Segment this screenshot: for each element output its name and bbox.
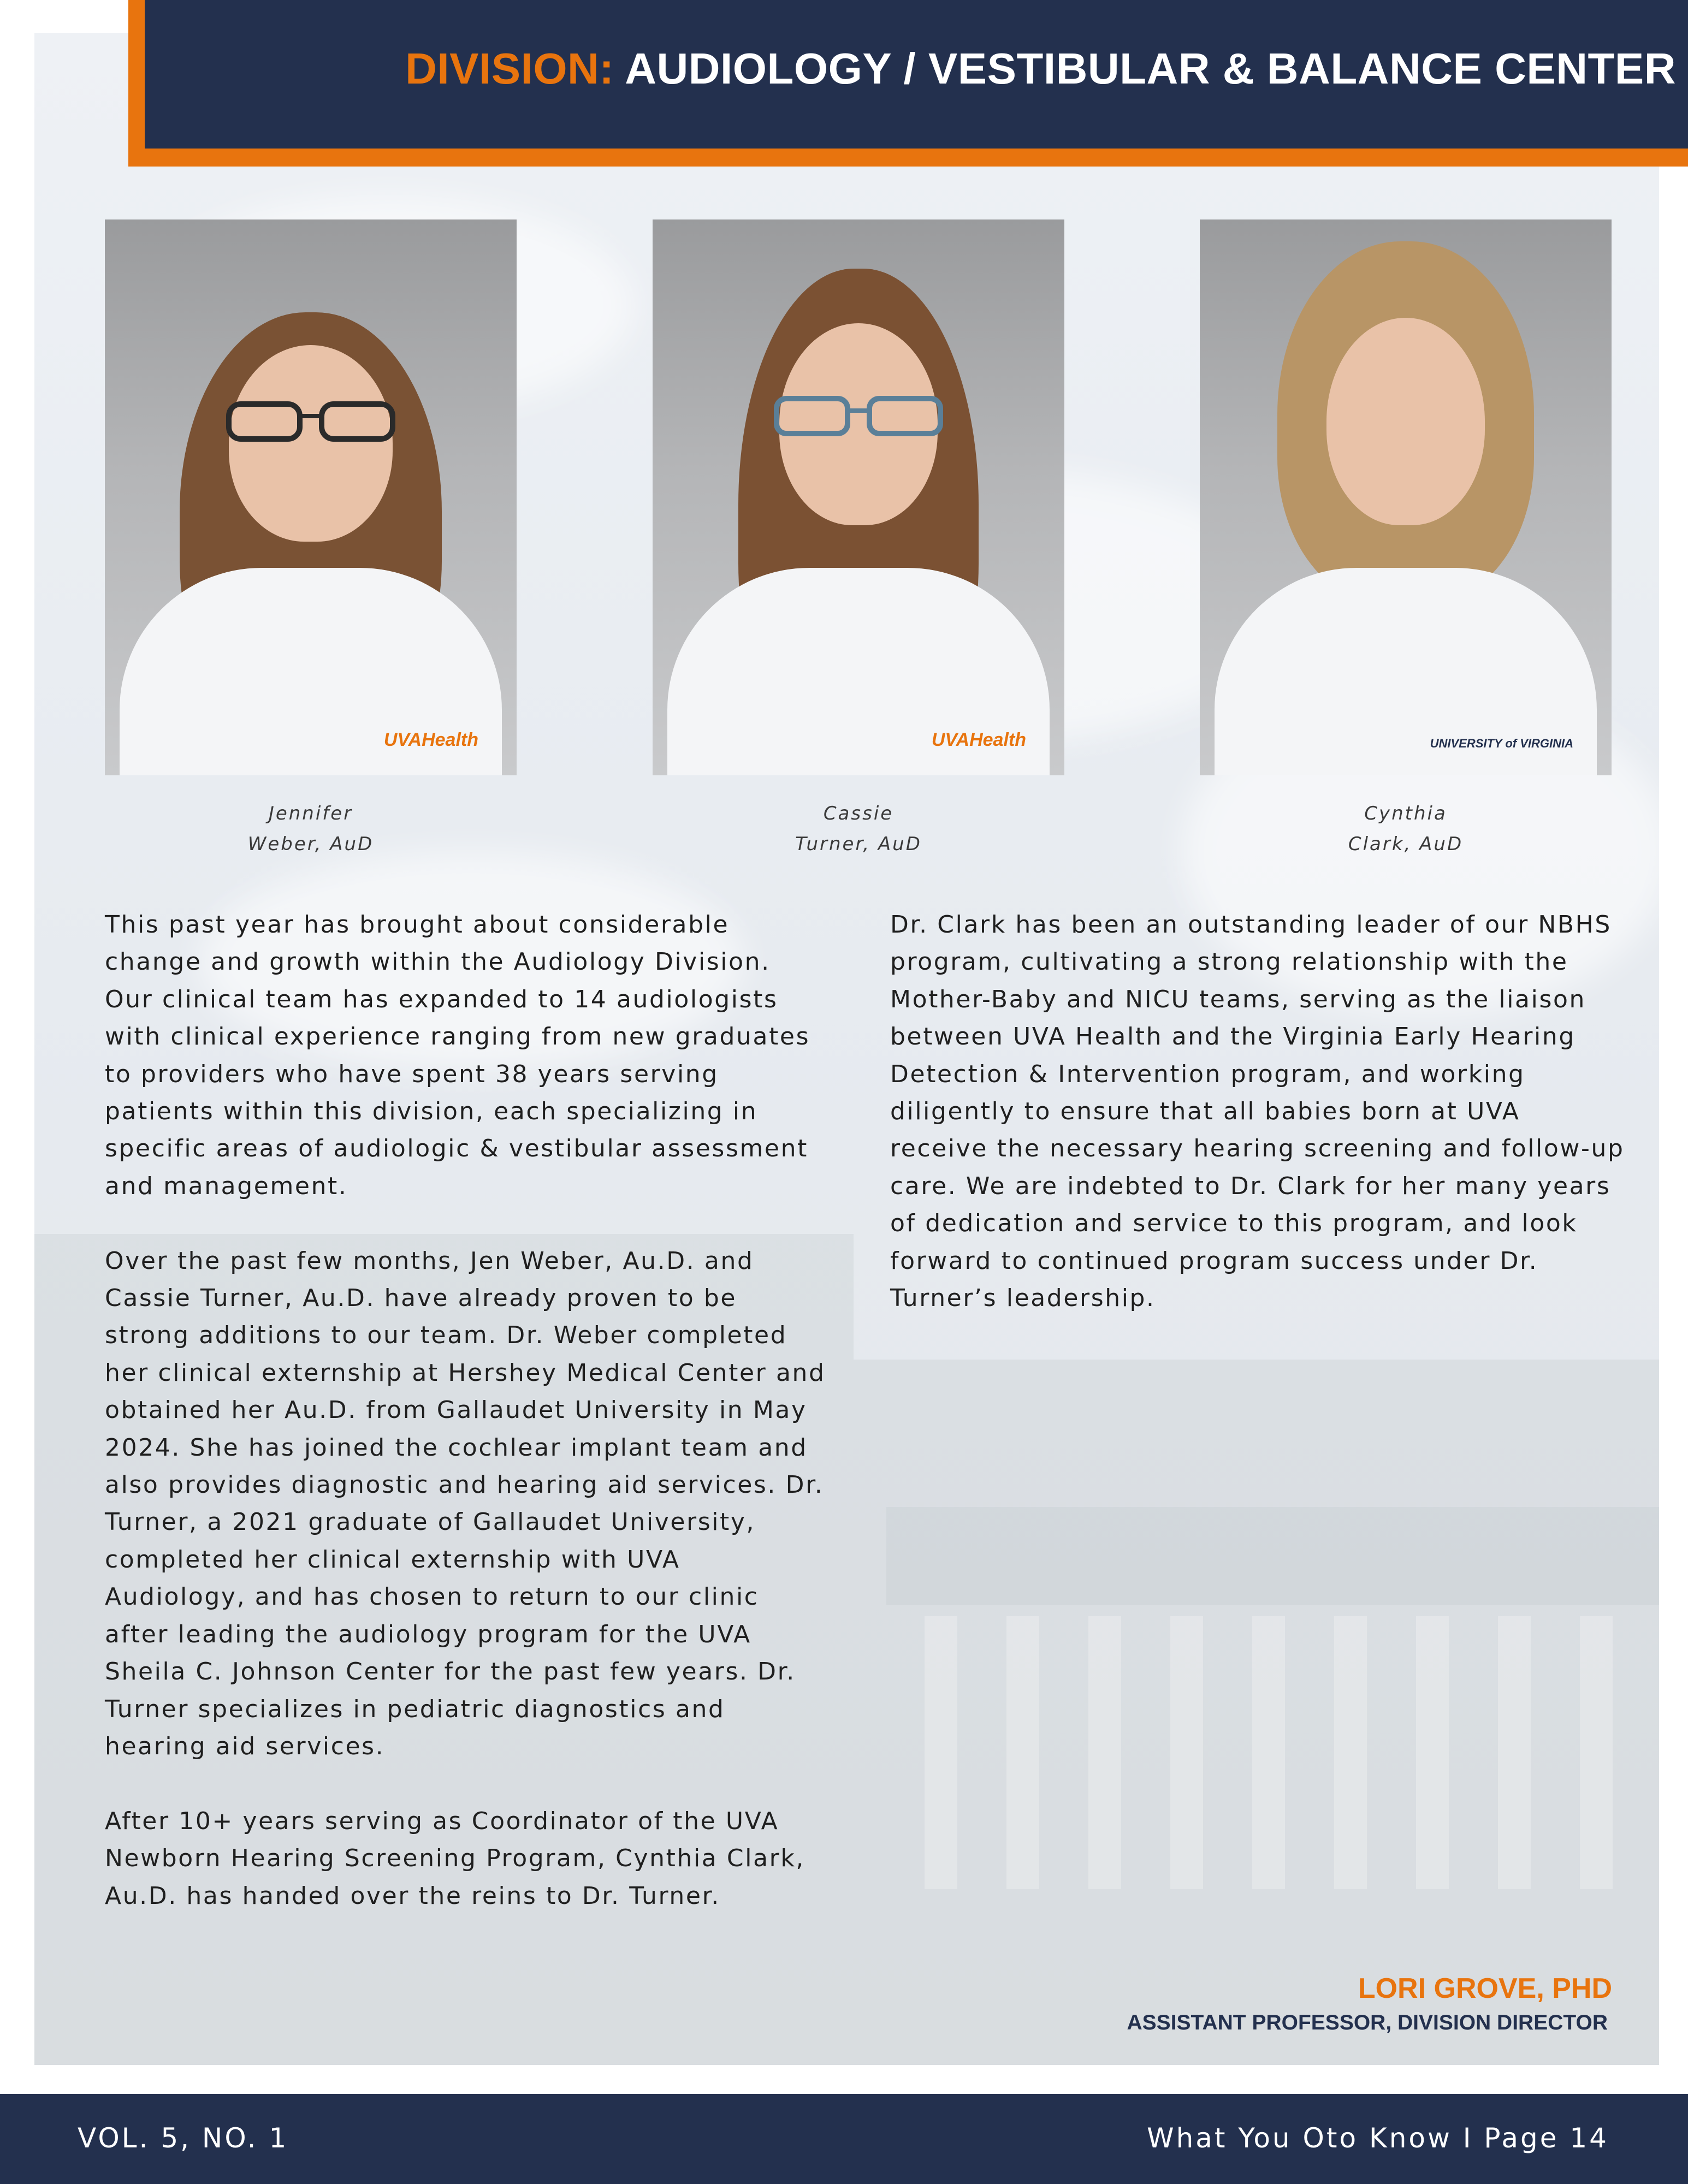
paragraph: Over the past few months, Jen Weber, Au.D. and Cassie Turner, Au.D. have already proven to be strong additions to our team. Dr. Weber completed her clinical externship at Hershey Medical Center and obtained her Au.D. from Gallaudet University in May 2024. She has joined the cochlear implant team and also provides diagnostic and hearing aid services. Dr. Turner, a 2021 graduate of Gallaudet University, completed her clinical externship with UVA Audiology, and has chosen to return to our clinic after leading the audiology program for the UVA Sheila C. Johnson Center for the past few years. Dr. Turner specializes in pediatric diagnostics and hearing aid services. [105,1247,826,1760]
paragraph: This past year has brought about considerable change and growth within the Audiology Division. Our clinical team has expanded to 14 audiologists with clinical experience ranging from new graduates to providers who have spent 38 years serving patients within this division, each specializing in specific areas of audiologic & vestibular assessment and management. [105,911,810,1200]
caption-cynthia-clark: Cynthia Clark, AuD [1348,803,1464,855]
caption-cassie-turner: Cassie Turner, AuD [795,803,922,855]
author-name: LORI GROVE, PHD [1358,1973,1612,2004]
division-label: DIVISION: [405,44,614,93]
uva-health-logo: UVAHealth [383,729,478,750]
page-label: What You Oto Know I Page 14 [1147,2122,1609,2154]
photo-cassie-turner [653,219,1064,775]
left-column-text [105,906,826,1915]
right-column-text [890,906,1625,1317]
paragraph: After 10+ years serving as Coordinator of the UVA Newborn Hearing Screening Program, Cynthia Clark, Au.D. has handed over the reins to Dr. Turner. [105,1807,805,1910]
volume-label: VOL. 5, NO. 1 [78,2122,289,2154]
author-title: ASSISTANT PROFESSOR, DIVISION DIRECTOR [1127,2011,1608,2034]
header-banner [145,0,1688,149]
glasses-icon [223,400,398,443]
glasses-icon [771,394,946,438]
photo-cynthia-clark [1200,219,1612,775]
paragraph: Dr. Clark has been an outstanding leader of our NBHS program, cultivating a strong relationship with the Mother-Baby and NICU teams, serving as the liaison between UVA Health and the Virginia Early Hearing Detection & Intervention program, and working diligently to ensure that all babies born at UVA receive the necessary hearing screening and follow-up care. We are indebted to Dr. Clark for her many years of dedication and service to this program, and look forward to continued program success under Dr. Turner’s leadership. [890,911,1625,1313]
university-of-virginia-logo: UNIVERSITY of VIRGINIA [1430,737,1573,750]
caption-jennifer-weber: Jennifer Weber, AuD [247,803,374,855]
uva-health-logo: UVAHealth [931,729,1026,750]
photo-jennifer-weber [105,219,517,775]
page-title [405,44,1676,94]
division-name: AUDIOLOGY / VESTIBULAR & BALANCE CENTER [625,44,1676,93]
footer-bar [0,2094,1688,2184]
